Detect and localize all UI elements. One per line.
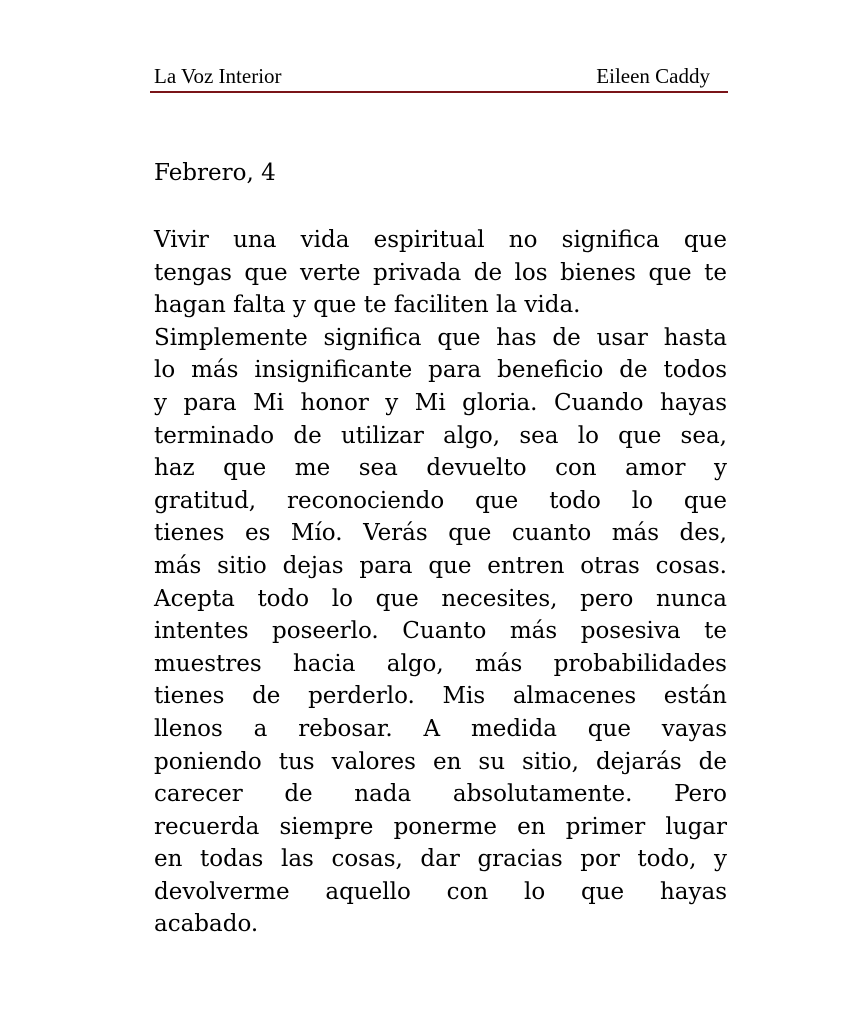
body-line: y para Mi honor y Mi gloria. Cuando hayas <box>154 389 727 416</box>
entry-date: Febrero, 4 <box>154 160 276 186</box>
body-line: carecer de nada absolutamente. Pero <box>154 781 727 808</box>
body-line: devolverme aquello con lo que hayas <box>154 878 727 905</box>
body-line: haz que me sea devuelto con amor y <box>154 455 727 482</box>
body-line: muestres hacia algo, más probabilidades <box>154 650 727 677</box>
body-line: Simplemente significa que has de usar hasta <box>154 324 727 351</box>
body-line: llenos a rebosar. A medida que vayas <box>154 715 727 742</box>
book-author: Eileen Caddy <box>596 64 710 88</box>
body-line: recuerda siempre ponerme en primer lugar <box>154 813 727 840</box>
body-line: lo más insignificante para beneficio de todos <box>154 357 727 384</box>
body-line: tienes de perderlo. Mis almacenes están <box>154 683 727 710</box>
page-header <box>150 58 728 93</box>
body-line: terminado de utilizar algo, sea lo que sea, <box>154 422 727 449</box>
body-line: tienes es Mío. Verás que cuanto más des, <box>154 520 727 547</box>
body-line: más sitio dejas para que entren otras cosas. <box>154 552 727 579</box>
body-line: tengas que verte privada de los bienes que te <box>154 259 727 286</box>
body-line: en todas las cosas, dar gracias por todo, y <box>154 846 727 873</box>
body-line: Vivir una vida espiritual no significa que <box>154 227 727 253</box>
body-line: gratitud, reconociendo que todo lo que <box>154 487 727 514</box>
entry-body <box>154 224 727 941</box>
body-line: intentes poseerlo. Cuanto más posesiva te <box>154 618 727 645</box>
book-title: La Voz Interior <box>154 64 282 88</box>
body-line: Acepta todo lo que necesites, pero nunca <box>154 585 727 612</box>
body-line: poniendo tus valores en su sitio, dejarás de <box>154 748 727 775</box>
body-line: acabado. <box>154 911 259 938</box>
body-line: hagan falta y que te faciliten la vida. <box>154 292 581 319</box>
